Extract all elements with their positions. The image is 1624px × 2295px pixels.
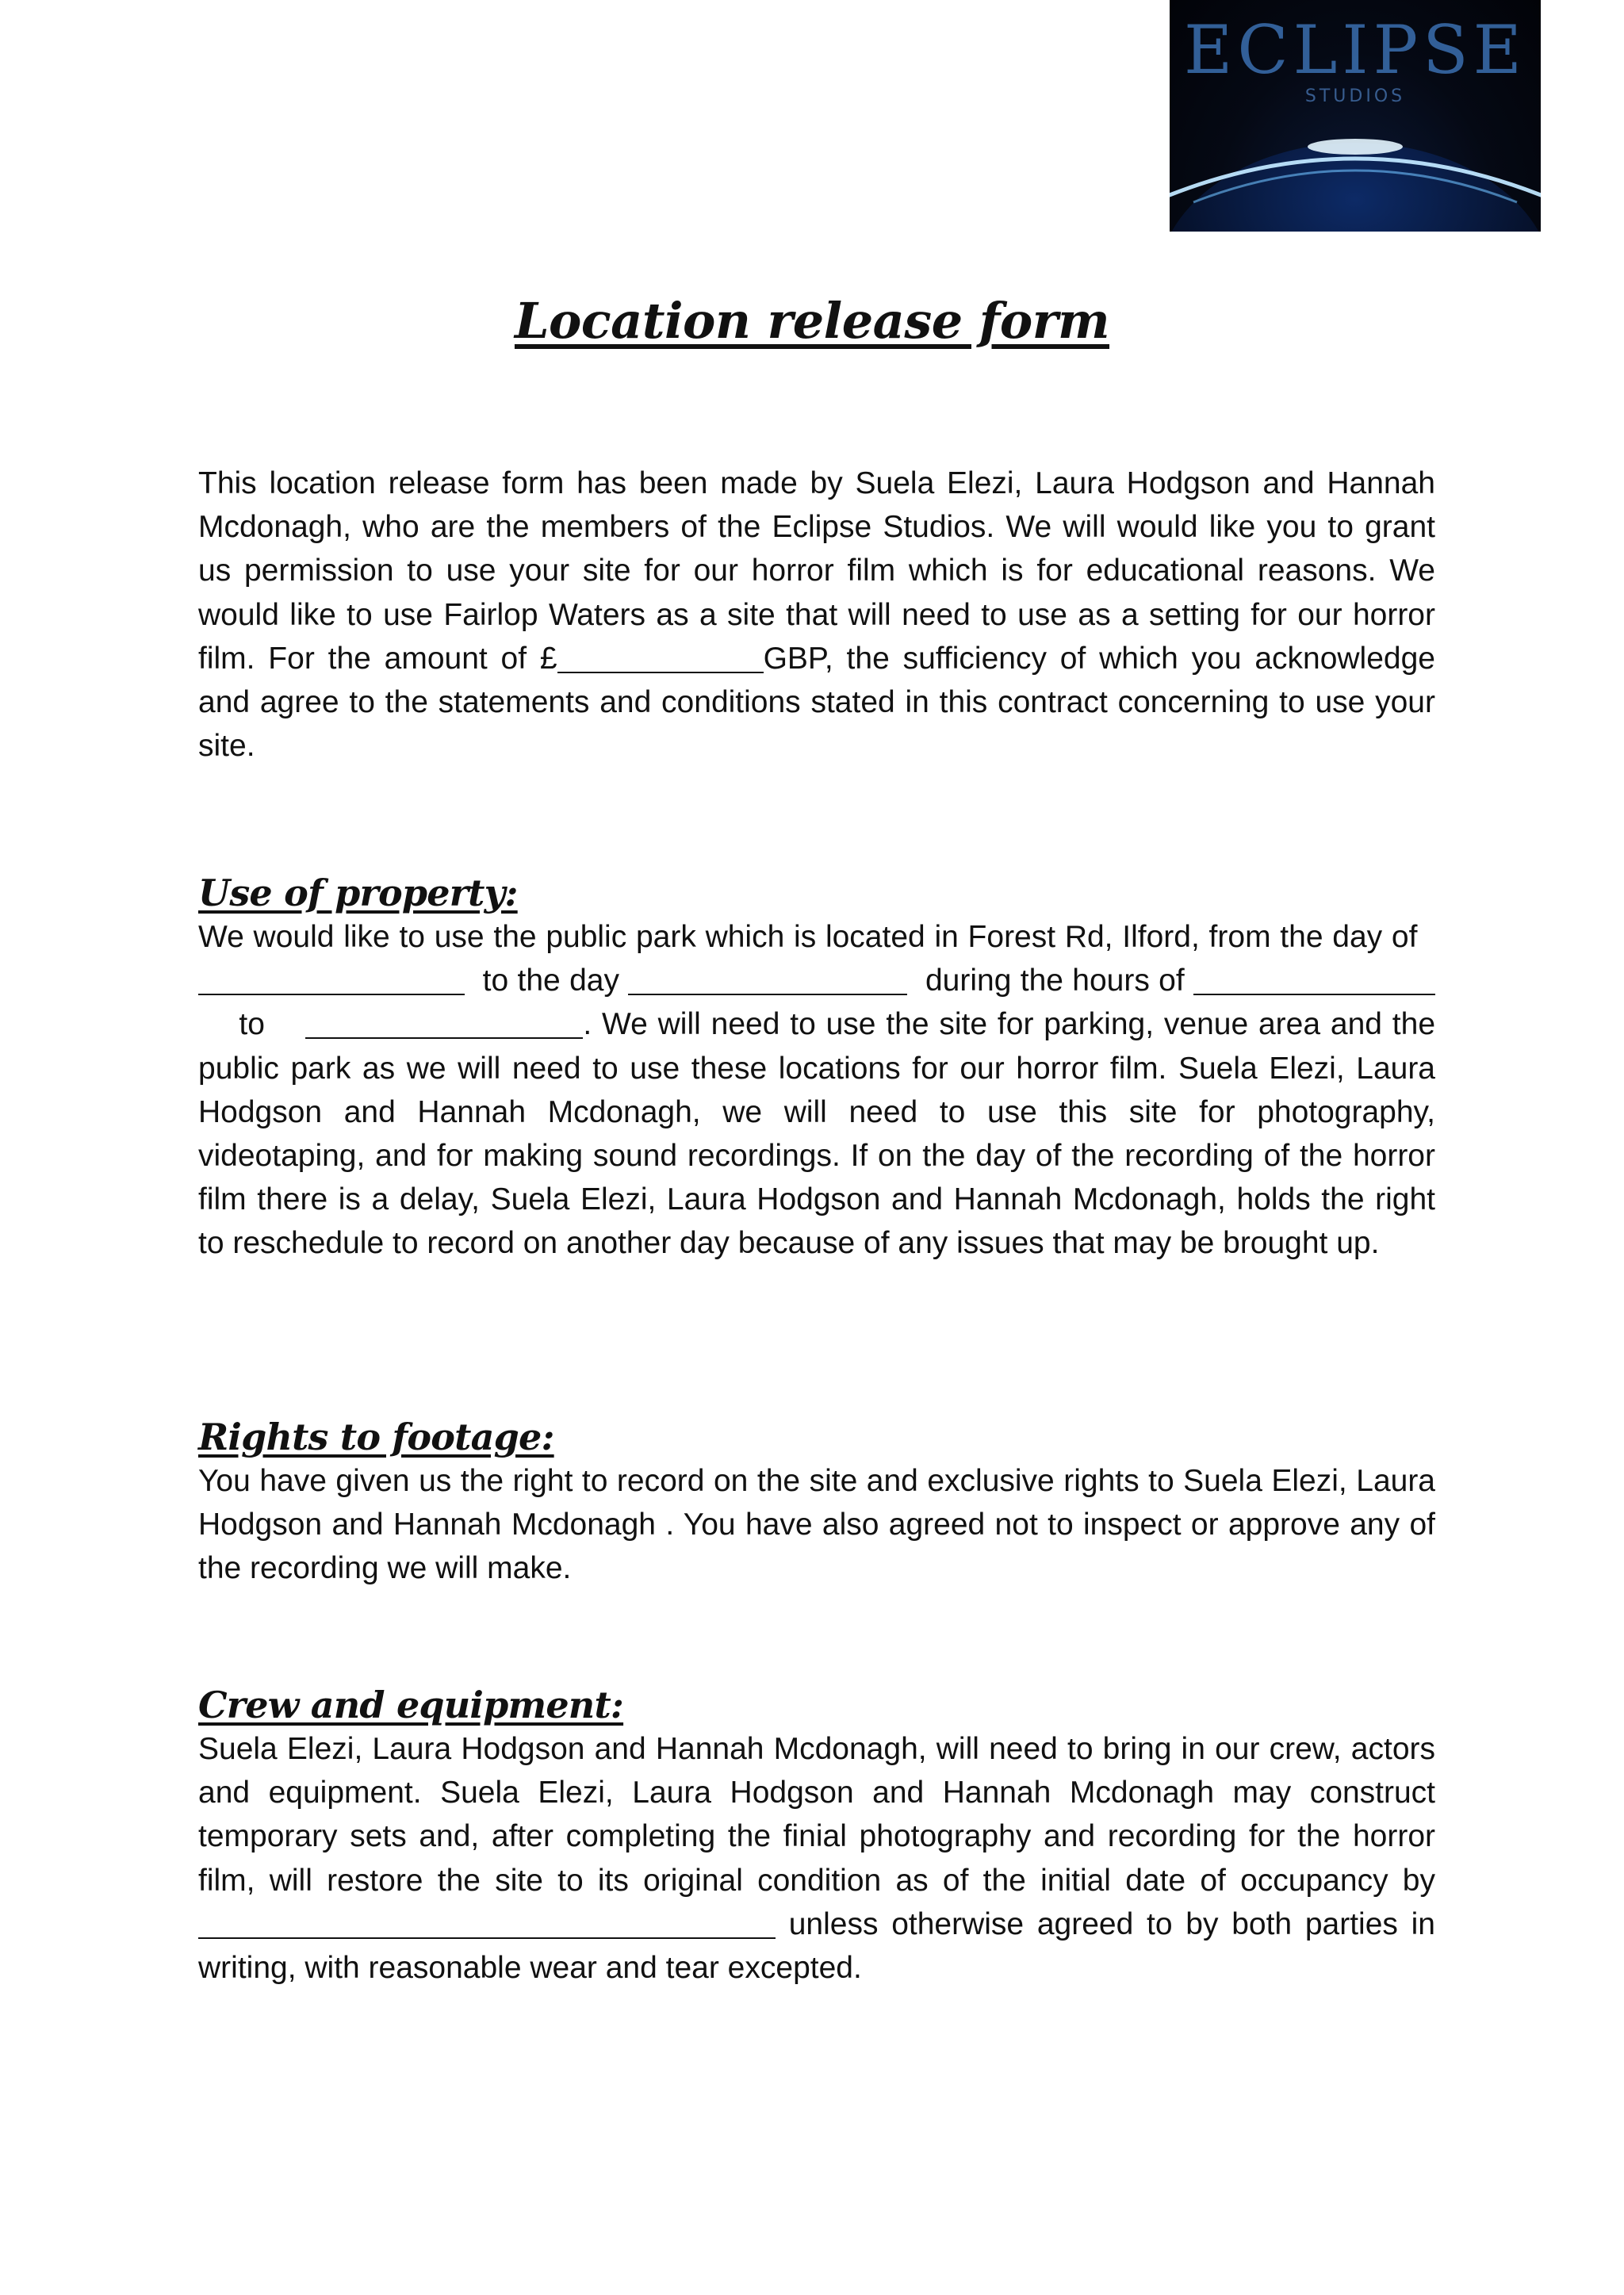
use-of-property-text-1: We would like to use the public park which is located in Forest Rd, Ilford, from the day of — [198, 920, 1418, 954]
use-of-property-heading: Use of property: — [198, 872, 518, 914]
crew-and-equipment-text-1: Suela Elezi, Laura Hodgson and Hannah Mcdonagh, will need to bring in our crew, actors and equipment. Suela Elezi, Laura Hodgson and Hannah Mcdonagh may construct temporary sets and, after completing the finial photography and recording for the horror film, will restore the site to its original condition as of the initial date of occupancy by — [198, 1732, 1435, 1898]
use-of-property-paragraph — [198, 915, 1435, 1266]
rights-to-footage-paragraph: You have given us the right to record on the site and exclusive rights to Suela Elezi, Laura Hodgson and Hannah Mcdonagh . You have also agreed not to inspect or approve any of the recording we will make. — [198, 1464, 1435, 1586]
use-of-property-text-2: to the day — [482, 964, 619, 998]
eclipse-studios-logo — [1170, 0, 1541, 232]
use-of-property-text-3: during the hours of — [925, 964, 1185, 998]
end-day-blank-field[interactable] — [628, 962, 907, 995]
rights-to-footage-section — [198, 1415, 1435, 1591]
page-title: Location release form — [514, 292, 1110, 350]
use-of-property-text-5: . We will need to use the site for parking, venue area and the public park as we will need to use these locations for our horror film. Suela Elezi, Laura Hodgson and Hannah Mcdonagh, we will need to use this site for photography, videotaping, and for making sound recordings. If on the day of the recording of the horror film there is a delay, Suela Elezi, Laura Hodgson and Hannah Mcdonagh, holds the right to reschedule to record on another day because of any issues that may be brought up. — [198, 1007, 1436, 1261]
use-of-property-section — [198, 871, 1435, 1266]
intro-paragraph — [198, 462, 1435, 768]
start-hour-blank-field[interactable] — [1193, 962, 1435, 995]
rights-to-footage-heading: Rights to footage: — [198, 1416, 554, 1458]
intro-text-1: This location release form has been made by Suela Elezi, Laura Hodgson and Hannah Mcdonagh, who are the members of the Eclipse Studios. We will would like you to grant us permission to use your site for our horror film which is for educational reasons. We would like to use Fairlop Waters as a site that will need to use as a setting for our horror film. For the amount of £ — [198, 466, 1435, 676]
crew-and-equipment-section — [198, 1683, 1435, 1990]
use-of-property-text-4: to — [239, 1007, 265, 1042]
crew-and-equipment-paragraph — [198, 1727, 1435, 1990]
occupancy-by-blank-field[interactable] — [198, 1906, 776, 1939]
logo-text: ECLIPSE — [1184, 11, 1526, 89]
crew-and-equipment-heading: Crew and equipment: — [198, 1684, 624, 1726]
intro-section — [198, 462, 1435, 768]
start-day-blank-field[interactable] — [198, 962, 465, 995]
eclipse-planet-icon — [1170, 0, 1541, 232]
amount-blank-field[interactable] — [557, 640, 764, 673]
crew-and-equipment-text-2: unless otherwise agreed to by both parties in writing, with reasonable wear and tear excepted. — [198, 1906, 1435, 1986]
logo-subtext: STUDIOS — [1304, 86, 1406, 106]
end-hour-blank-field[interactable] — [305, 1006, 583, 1039]
intro-text-2: GBP, the sufficiency of which you acknowledge and agree to the statements and conditions stated in this contract concerning to use your site. — [198, 641, 1435, 764]
